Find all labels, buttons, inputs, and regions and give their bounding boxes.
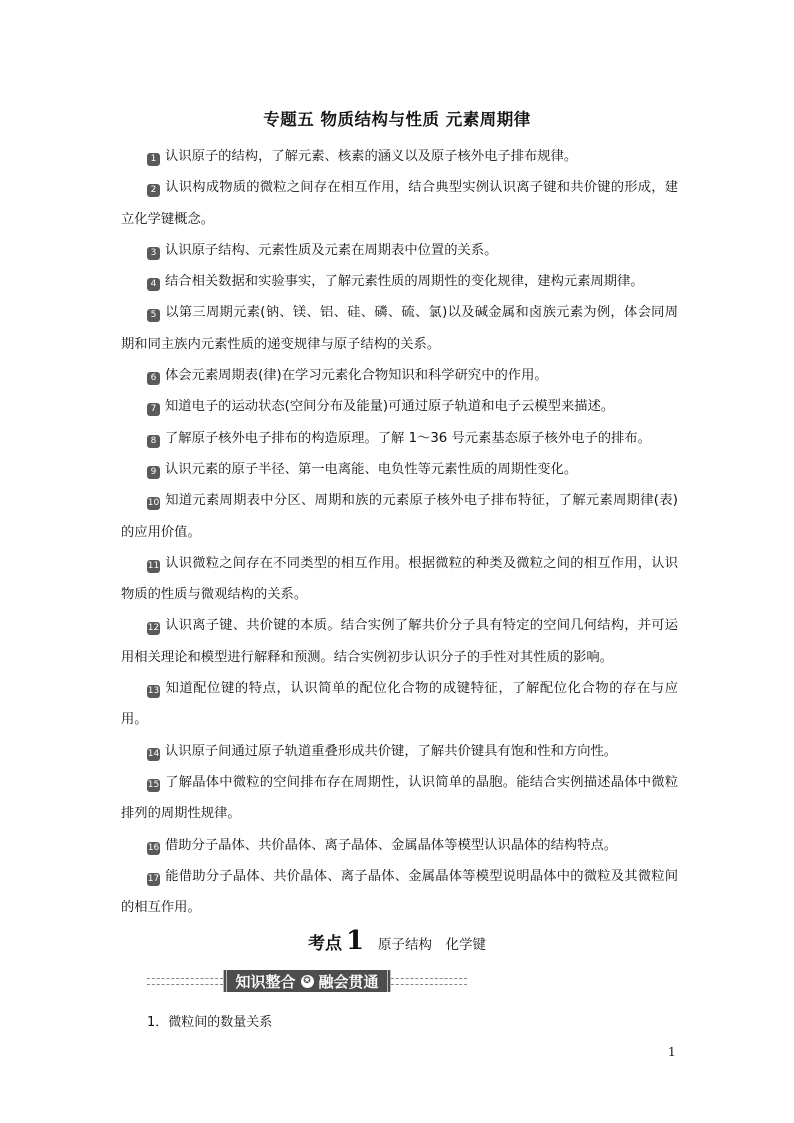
banner-left-rule [147, 978, 223, 985]
objective-text: 了解原子核外电子排布的构造原理。了解 1～36 号元素基态原子核外电子的排布。 [165, 430, 651, 446]
objective-text: 以第三周期元素(钠、镁、铝、硅、磷、硫、氯)以及碱金属和卤族元素为例，体会同周期和同主族内元素性质的递变规律与原子结构的关系。 [121, 305, 678, 352]
objective-text: 知道电子的运动状态(空间分布及能量)可通过原子轨道和电子云模型来描述。 [165, 399, 615, 415]
objective-item [121, 454, 678, 485]
objective-text: 借助分子晶体、共价晶体、离子晶体、金属晶体等模型认识晶体的结构特点。 [165, 837, 618, 853]
objective-number-badge: 1 [147, 153, 160, 166]
objective-item [121, 423, 678, 454]
objective-text: 了解晶体中微粒的空间排布存在周期性，认识简单的晶胞。能结合实例描述晶体中微粒排列的周期性规律。 [121, 774, 678, 822]
objective-item [121, 360, 678, 391]
objective-item [121, 485, 678, 548]
objective-text: 认识原子结构、元素性质及元素在周期表中位置的关系。 [165, 242, 498, 258]
objective-number-badge: 2 [147, 184, 160, 197]
objective-text: 认识构成物质的微粒之间存在相互作用，结合典型实例认识离子键和共价键的形成，建立化学键概念。 [121, 180, 678, 227]
objective-item [121, 767, 678, 830]
objective-item [121, 266, 678, 297]
objective-item [121, 736, 678, 767]
objective-number-badge: 5 [147, 309, 160, 322]
objective-item [121, 861, 678, 924]
section-number: 1 [345, 926, 365, 956]
objective-text: 结合相关数据和实验事实，了解元素性质的周期性的变化规律，建构元素周期律。 [165, 274, 644, 290]
section-label: 考点 [307, 934, 342, 954]
objective-number-badge: 11 [147, 560, 160, 571]
objective-text: 认识原子间通过原子轨道重叠形成共价键，了解共价键具有饱和性和方向性。 [165, 743, 618, 759]
objective-number-badge: 14 [147, 748, 160, 759]
objective-item [121, 673, 678, 736]
objective-text: 知道元素周期表中分区、周期和族的元素原子核外电子排布特征，了解元素周期律(表)的应用价值。 [121, 493, 678, 540]
objective-text: 认识元素的原子半径、第一电离能、电负性等元素性质的周期性变化。 [165, 461, 578, 477]
banner-right-rule [391, 978, 467, 985]
objective-number-badge: 10 [147, 498, 160, 509]
objective-item [121, 297, 678, 360]
objective-text: 知道配位键的特点，认识简单的配位化合物的成键特征，了解配位化合物的存在与应用。 [121, 681, 678, 728]
page-number: 1 [668, 1045, 676, 1059]
objective-number-badge: 3 [147, 247, 160, 260]
objective-item [121, 830, 678, 861]
banner-box [223, 970, 390, 992]
objective-number-badge: 6 [147, 372, 160, 385]
objective-item [121, 172, 678, 235]
objective-number-badge: 12 [147, 623, 160, 634]
objective-text: 认识原子的结构，了解元素、核素的涵义以及原子核外电子排布规律。 [165, 149, 578, 164]
objective-item [121, 235, 678, 266]
objective-number-badge: 7 [147, 403, 160, 416]
objective-text: 认识离子键、共价键的本质。结合实例了解共价分子具有特定的空间几何结构，并可运用相关理论和模型进行解释和预测。结合实例初步认识分子的手性对其性质的影响。 [121, 618, 678, 665]
knowledge-banner [147, 969, 467, 993]
objective-number-badge: 17 [147, 873, 160, 884]
page-title: 专题五 物质结构与性质 元素周期律 [263, 110, 531, 129]
objective-number-badge: 16 [147, 842, 160, 853]
objective-text: 能借助分子晶体、共价晶体、离子晶体、金属晶体等模型说明晶体中的微粒及其微粒间的相互作用。 [121, 868, 678, 916]
objective-item [121, 548, 678, 611]
objective-number-badge: 4 [147, 278, 160, 291]
section-heading [0, 926, 794, 956]
banner-left-text: 知识整合 [235, 972, 296, 991]
objective-number-badge: 15 [147, 779, 160, 790]
objective-item [121, 391, 678, 422]
objective-item [121, 141, 678, 172]
objective-item [121, 610, 678, 673]
objective-text: 体会元素周期表(律)在学习元素化合物知识和科学研究中的作用。 [165, 368, 548, 384]
section-subtitle: 原子结构 化学键 [378, 937, 487, 953]
objective-list [121, 141, 678, 923]
objective-number-badge: 9 [147, 466, 160, 479]
objective-number-badge: 8 [147, 435, 160, 448]
banner-right-text: 融会贯通 [318, 972, 379, 991]
star-icon: ✪ [301, 975, 314, 988]
objective-text: 认识微粒之间存在不同类型的相互作用。根据微粒的种类及微粒之间的相互作用，认识物质的性质与微观结构的关系。 [121, 555, 678, 603]
subheading: 1．微粒间的数量关系 [147, 1015, 273, 1030]
objective-number-badge: 13 [147, 686, 160, 697]
